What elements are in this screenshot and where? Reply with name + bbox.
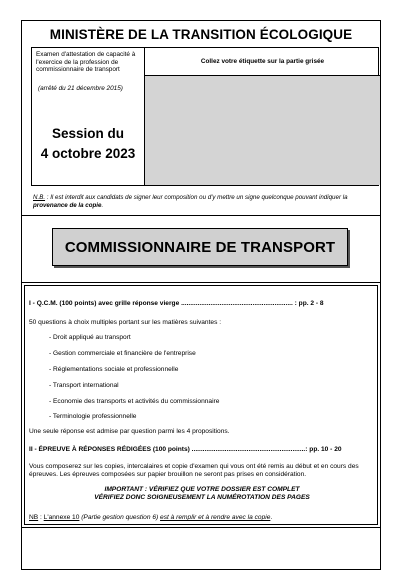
- subject-item: - Economie des transports et activités du commissionnaire: [49, 398, 220, 405]
- content-inner-frame: [24, 285, 378, 525]
- document-title: COMMISSIONNAIRE DE TRANSPORT: [64, 238, 336, 256]
- subject-item: - Droit appliqué au transport: [49, 334, 131, 341]
- subject-item: - Gestion commerciale et financière de l'entreprise: [49, 350, 196, 357]
- nb-prefix: N.B.: [33, 194, 46, 201]
- label-panel: [144, 48, 379, 185]
- section1-intro: 50 questions à choix multiples portant sur les matières suivantes :: [29, 319, 222, 326]
- divider: [22, 215, 380, 216]
- session-date: [32, 124, 144, 164]
- exam-info-panel: [32, 48, 144, 185]
- annex-instruction: est à remplir et à rendre avec la copie: [160, 514, 271, 521]
- annex-notice: NB : L'annexe 10 (Partie gestion question 6) est à remplir et à rendre avec la copie.: [29, 514, 273, 521]
- answer-note: Une seule réponse est admise par question parmi les 4 propositions.: [29, 428, 230, 435]
- title-box: [52, 228, 348, 266]
- session-day: 4 octobre 2023: [40, 146, 136, 161]
- section2-heading: II - ÉPREUVE À RÉPONSES RÉDIGÉES (100 points) ..............................................................: pp. 10 - 20: [29, 446, 342, 453]
- section1-heading: I - Q.C.M. (100 points) avec grille réponse vierge ............................................................. : pp. 2 - 8: [29, 300, 324, 307]
- nb-text: : Il est interdit aux candidats de signer leur composition ou d'y mettre un signe quelconque pouvant indiquer la: [45, 194, 348, 201]
- exam-title: Examen d'attestation de capacité à l'exercice de la profession de commissionnaire de transport: [36, 51, 136, 74]
- annex-reference: L'annexe 10: [43, 514, 80, 521]
- composition-instructions: Vous composerez sur les copies, intercalaires et copie d'examen qui vous ont été remis au début et en cours des épreuves. Les épreuves composées sur papier brouillon ne seront pas prises en considération.: [29, 463, 359, 479]
- label-instruction: Collez votre étiquette sur la partie grisée: [200, 58, 325, 65]
- header-box: [31, 47, 379, 186]
- session-label: Session du: [51, 126, 124, 141]
- subject-item: - Terminologie professionnelle: [49, 413, 137, 420]
- subject-item: - Transport international: [49, 382, 119, 389]
- ministry-title: MINISTÈRE DE LA TRANSITION ÉCOLOGIQUE: [49, 27, 353, 42]
- label-sticker-area[interactable]: [145, 76, 380, 185]
- important-line-2: VÉRIFIEZ DONC SOIGNEUSEMENT LA NUMÉROTATION DES PAGES: [94, 494, 310, 501]
- annex-nb-prefix: NB: [29, 514, 39, 521]
- nb-emphasis: provenance de la copie: [33, 202, 102, 209]
- content-box: [21, 282, 381, 528]
- important-line-1: IMPORTANT : VÉRIFIEZ QUE VOTRE DOSSIER EST COMPLET: [104, 486, 300, 493]
- subject-item: - Réglementations sociale et professionnelle: [49, 366, 179, 373]
- anonymity-notice: N.B. : Il est interdit aux candidats de signer leur composition ou d'y mettre un signe quelconque pouvant indiquer la provenance de la copie.: [33, 194, 348, 209]
- arrete-reference: (arrêté du 21 décembre 2015): [38, 85, 123, 92]
